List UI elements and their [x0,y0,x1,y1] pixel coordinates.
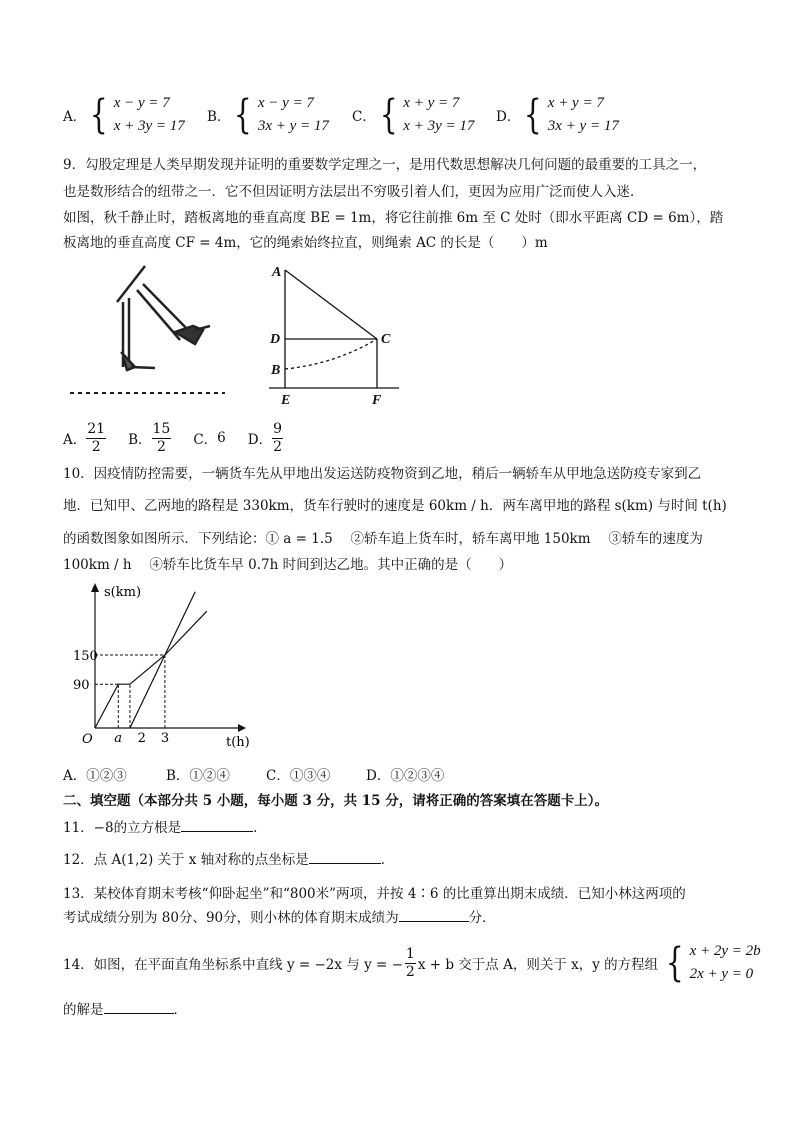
q11 [63,816,267,836]
geometry-figure [265,262,405,407]
q12 [63,848,394,868]
q10-option-c[interactable]: C．①③④ [266,768,331,784]
numerator: 21 [87,420,106,437]
arc-bc-dashed [285,339,377,369]
q13-text-line: 13．某校体育期末考核“仰卧起坐”和“800米”两项，并按 4∶6 的比重算出期末成绩．已知小林这两项的 [63,886,686,902]
label-b: B [271,363,281,378]
option-label: B． [128,432,152,448]
equation-system [258,92,329,138]
equation: x − y = 7 [257,95,314,111]
q9-option-a[interactable] [63,421,106,456]
option-value: 6 [217,430,226,446]
numerator: 9 [273,420,283,437]
q8-option-b[interactable] [207,92,329,138]
brace-icon: { [379,92,398,138]
y-tick-label: 90 [73,678,90,694]
q9-option-d[interactable] [248,421,283,456]
answer-blank[interactable] [399,909,469,922]
q14-end: ． [173,1002,187,1018]
y-axis-label: s(km) [104,585,142,600]
swing-top-bar [117,266,145,302]
q10-text-line: 100km / h ④轿车比货车早 0.7h 时间到达乙地。其中正确的是（ ） [63,557,513,573]
q9-option-b[interactable] [128,421,171,456]
series-line-2 [130,592,195,728]
x-axis-label: t(h) [226,735,250,750]
option-label: A． [63,109,87,125]
numerator: 1 [405,945,415,962]
equation-system [403,92,474,138]
denominator: 2 [273,438,283,455]
q9-text-line: 也是数形结合的纽带之一．它不但因证明方法层出不穷吸引着人们，更因为应用广泛而使人入迷． [63,184,644,200]
numerator: 15 [152,420,171,437]
q8-option-d[interactable] [496,92,619,138]
q14-text: 14．如图，在平面直角坐标系中直线 y = −2x 与 y = − [63,957,403,973]
q8-option-c[interactable] [352,92,474,138]
q10-text-line: 10．因疫情防控需要，一辆货车先从甲地出发运送防疫物资到乙地，稍后一辆轿车从甲地急送防疫专家到乙 [63,466,702,482]
segment-ac [285,270,377,339]
q10-option-d[interactable]: D．①②③④ [366,768,445,784]
option-label: D． [247,432,273,448]
origin-label: O [82,732,93,747]
fraction [405,946,416,981]
q14-equation-system [662,940,761,986]
q10-option-a[interactable]: A．①②③ [63,768,127,784]
x-tick-label: a [114,731,123,746]
equation: 3x + y = 17 [547,118,619,134]
q9-text-line: 板离地的垂直高度 CF = 4m，它的绳索始终拉直，则绳索 AC 的长是（ ）m [63,235,548,251]
answer-blank[interactable] [309,851,381,864]
answer-blank[interactable] [181,819,253,832]
equation: x + y = 7 [547,95,604,111]
option-label: B． [207,109,231,125]
x-axis-arrow-icon [238,724,246,732]
q9-text-line: 9．勾股定理是人类早期发现并证明的重要数学定理之一，是用代数思想解决几何问题的最重要的工具之一， [63,157,707,173]
series-line-1 [95,611,207,728]
q9-options [63,418,283,458]
x-tick-label: 2 [137,731,146,746]
q13-end: 分． [468,910,496,926]
q14-line2 [63,998,187,1018]
option-label: C． [352,109,376,125]
answer-blank[interactable] [104,1001,174,1014]
denominator: 2 [156,438,166,455]
q9-text-line: 如图，秋千静止时，踏板离地的垂直高度 BE = 1m，将它往前推 6m 至 C 处时（即水平距离 CD = 6m），踏 [63,210,724,226]
equation: x + 2y = 2b [689,943,761,959]
swing-frame [117,266,210,370]
option-label: D． [496,109,521,125]
label-f: F [372,393,382,407]
brace-icon: { [524,92,542,138]
q10-text-line: 的函数图象如图所示．下列结论：① a = 1.5 ②轿车追上货车时，轿车离甲地 150km ③轿车的速度为 [63,531,703,547]
denominator: 2 [405,963,415,980]
equation: x − y = 7 [113,95,170,111]
label-e: E [281,393,291,407]
fraction [86,421,106,456]
q8-option-a[interactable] [63,92,185,138]
q10-option-b[interactable]: B．①②④ [166,768,230,784]
q14-text: x + b 交于点 A，则关于 x，y 的方程组 [417,957,659,973]
q13-text: 考试成绩分别为 80分、90分，则小林的体育期末成绩为 [63,910,399,926]
q8-options [63,92,743,142]
option-label: C． [193,432,218,448]
label-c: C [381,332,391,347]
q10-text-line: 地．已知甲、乙两地的路程是 330km，货车行驶时的速度是 60km / h．两车离甲地的路程 s(km) 与时间 t(h) [63,498,727,514]
label-d: D [270,332,281,347]
q12-text: 12．点 A(1,2) 关于 x 轴对称的点坐标是 [63,852,309,868]
brace-icon: { [90,92,108,138]
option-label: A． [63,432,87,448]
denominator: 2 [91,438,101,455]
q10-chart [70,578,270,753]
equation: x + 3y = 17 [403,118,475,134]
q12-end: ． [380,852,395,868]
equation: x + y = 7 [403,95,460,111]
x-tick-label: 3 [160,731,170,746]
section-heading: 二、填空题（本部分共 5 小题，每小题 3 分，共 15 分，请将正确的答案填在答题卡上）。 [63,793,609,809]
swing-foot [131,367,155,368]
q13-line2 [63,906,496,926]
y-axis-arrow-icon [91,583,99,592]
q11-text: 11．−8的立方根是 [63,820,182,836]
brace-icon: { [234,92,253,138]
fraction [152,421,172,456]
equation: x + 3y = 17 [113,118,185,134]
equation: 2x + y = 0 [689,966,754,982]
equation-system [114,92,185,138]
label-a: A [272,265,282,280]
brace-icon: { [665,940,684,986]
q10-options [63,764,444,784]
y-tick-label: 150 [73,648,98,664]
q14-text: 的解是 [63,1002,104,1018]
swing-photo [65,262,230,402]
q11-end: ． [253,820,267,836]
q9-option-c[interactable] [193,428,225,448]
q14-line1 [63,940,761,986]
equation: 3x + y = 17 [257,118,329,134]
equation-system [690,940,761,986]
equation-system [548,92,619,138]
fraction [272,421,283,456]
